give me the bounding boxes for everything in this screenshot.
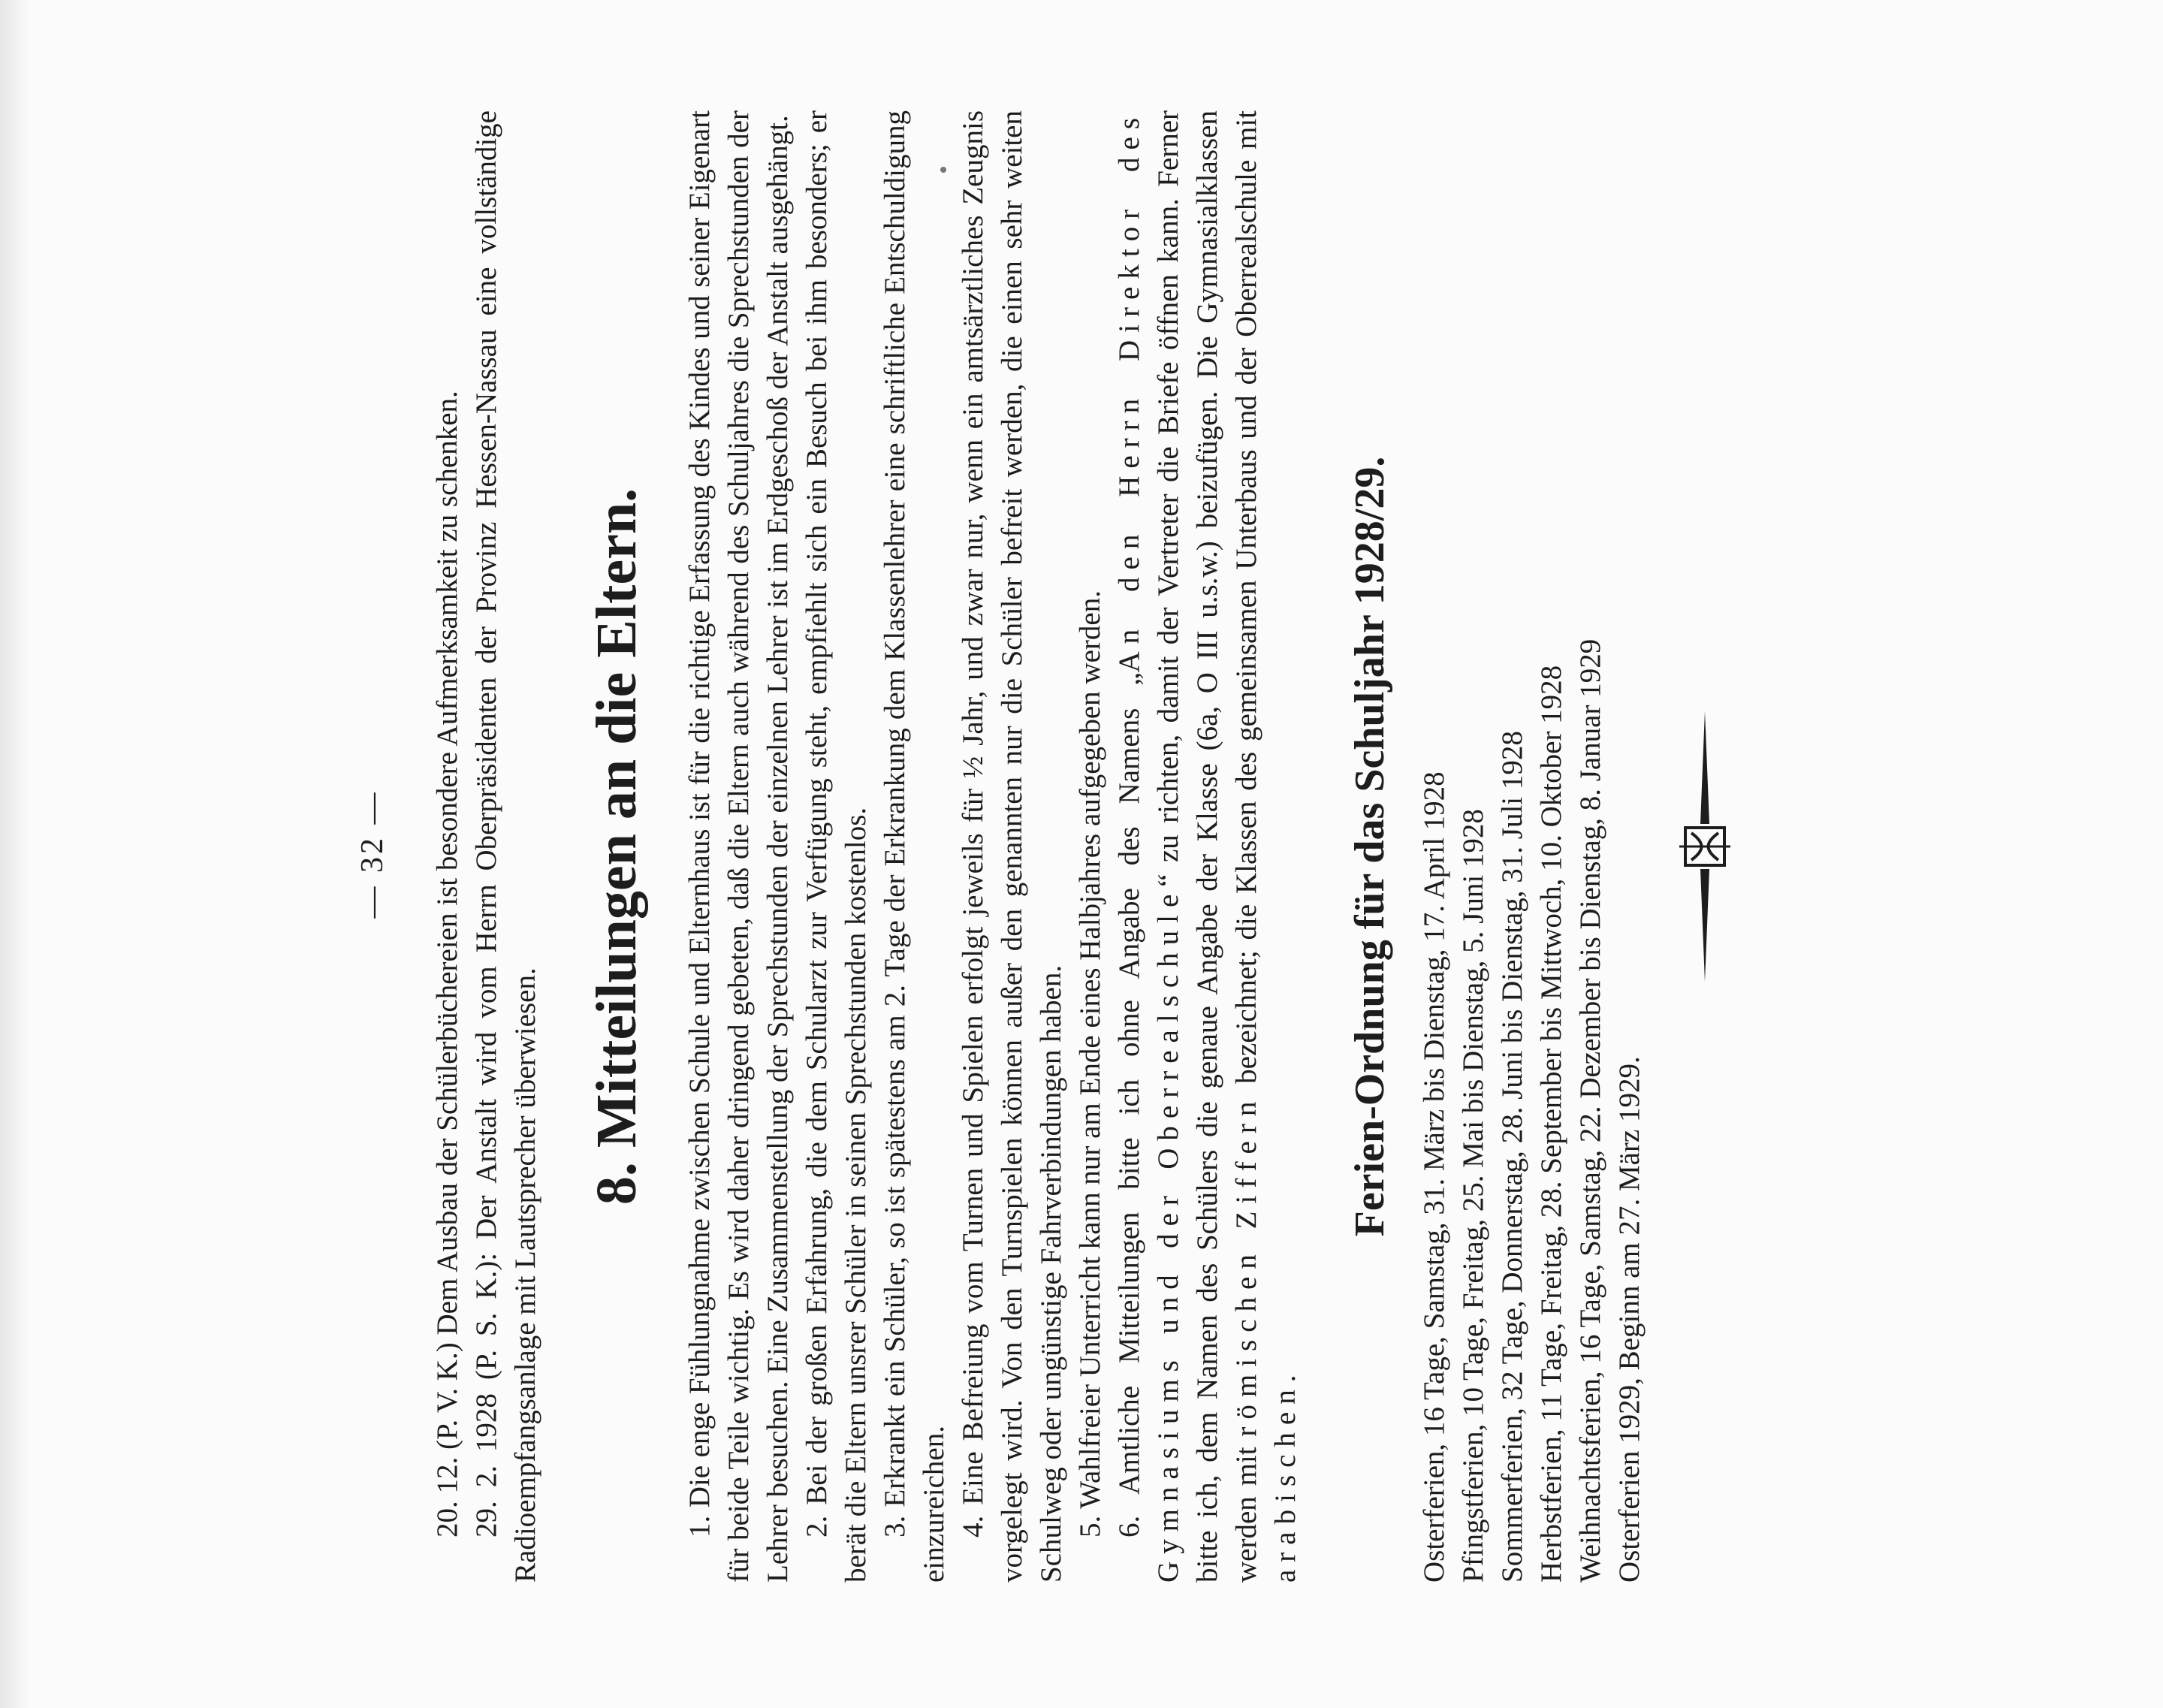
intro-paragraph-2: 29. 2. 1928 (P. S. K.): Der Anstalt wird vom Herrn Oberpräsidenten der Provinz Hessen-Nassau eine vollständige Radioempfangsanlage mit Lautsprecher überwiesen. (470, 110, 542, 1583)
item-1: 1. Die enge Fühlungnahme zwischen Schule und Elternhaus ist für die richtige Erfassung des Kindes und seiner Eigenart für beide Teile wichtig. Es wird daher dringend gebeten, daß die Eltern auch während des Schuljahres die Sprechstunden der Lehrer besuchen. Eine Zusammenstellung der Sprechstunden der einzelnen Lehrer ist im Erdgeschoß der Anstalt ausgehängt. (683, 110, 794, 1583)
holiday-line: Osterferien 1929, Beginn am 27. März 1929. (1613, 1056, 1646, 1583)
text-block (428, 110, 1735, 1583)
holiday-line: Weihnachtsferien, 16 Tage, Samstag, 22. Dezember bis Dienstag, 8. Januar 1929 (1574, 638, 1606, 1583)
holiday-line: Pfingstferien, 10 Tage, Freitag, 25. Mai bis Dienstag, 5. Juni 1928 (1457, 809, 1489, 1583)
item-4: 4. Eine Befreiung vom Turnen und Spielen erfolgt jeweils für ½ Jahr, und zwar nur, wenn ein amtsärztliches Zeugnis vorgelegt wird. Von den Turnspielen können außer den genannten nur die Schüler befreit werden, die einen sehr weiten Schulweg oder ungünstige Fahrverbindungen haben. (957, 110, 1067, 1583)
document-page (338, 43, 1825, 1665)
arabic-phrase: arabischen (1269, 1382, 1302, 1583)
item-6-text-e: bezeichnet; die Klassen des gemeinsamen Unterbaus und der Oberrealschule mit (1230, 110, 1263, 1094)
item-2: 2. Bei der großen Erfahrung, die dem Schularzt zur Verfügung steht, empfiehlt sich ein Besuch bei ihm besonders; er berät die Eltern unsrer Schüler in seinen Sprechstunden kostenlos. (801, 110, 872, 1583)
item-3: 3. Erkrankt ein Schüler, so ist spätestens am 2. Tage der Erkrankung dem Klassenlehrer eine schriftliche Entschuldigung einzureichen. (879, 110, 950, 1583)
ornament-divider (1675, 704, 1735, 989)
page-number: — 32 — (355, 789, 390, 919)
item-6 (1110, 110, 1305, 1583)
binding-shadow (0, 0, 30, 1708)
address-phrase: An den Herrn Direktor des Gymnasiums und der Oberrealschule (1113, 110, 1184, 1583)
intro-paragraph-1: 20. 12. (P. V. K.) Dem Ausbau der Schülerbüchereien ist besondere Aufmerksamkeit zu schenken. (431, 391, 463, 1538)
holiday-line: Herbstferien, 11 Tage, Freitag, 28. September bis Mittwoch, 10. Oktober 1928 (1535, 665, 1567, 1583)
item-5: 5. Wahlfreier Unterricht kann nur am Ende eines Halbjahres aufgegeben werden. (1074, 590, 1106, 1538)
section-heading: 8. Mitteilungen an die Eltern. (585, 487, 648, 1206)
item-6-text-a: 6. Amtliche Mitteilungen bitte ich ohne Angabe des Namens „ (1113, 672, 1145, 1538)
holiday-line: Sommerferien, 32 Tage, Donnerstag, 28. Juni bis Dienstag, 31. Juli 1928 (1496, 731, 1528, 1583)
item-6-text-g: . (1269, 1375, 1302, 1383)
holiday-heading: Ferien-Ordnung für das Schuljahr 1928/29. (1347, 456, 1393, 1237)
holiday-line: Osterferien, 16 Tage, Samstag, 31. März bis Dienstag, 17. April 1928 (1418, 771, 1450, 1583)
item-6-text-c: “ zu richten, damit der Vertreter die Briefe öffnen kann. Ferner bitte ich, dem Namen des Schülers die genaue Angabe der Klasse (6a, O III u.s.w.) beizufügen. Die Gymnasialklassen werden mit (1152, 110, 1263, 1583)
roman-numerals-phrase: römischen Ziffern (1230, 1094, 1263, 1437)
